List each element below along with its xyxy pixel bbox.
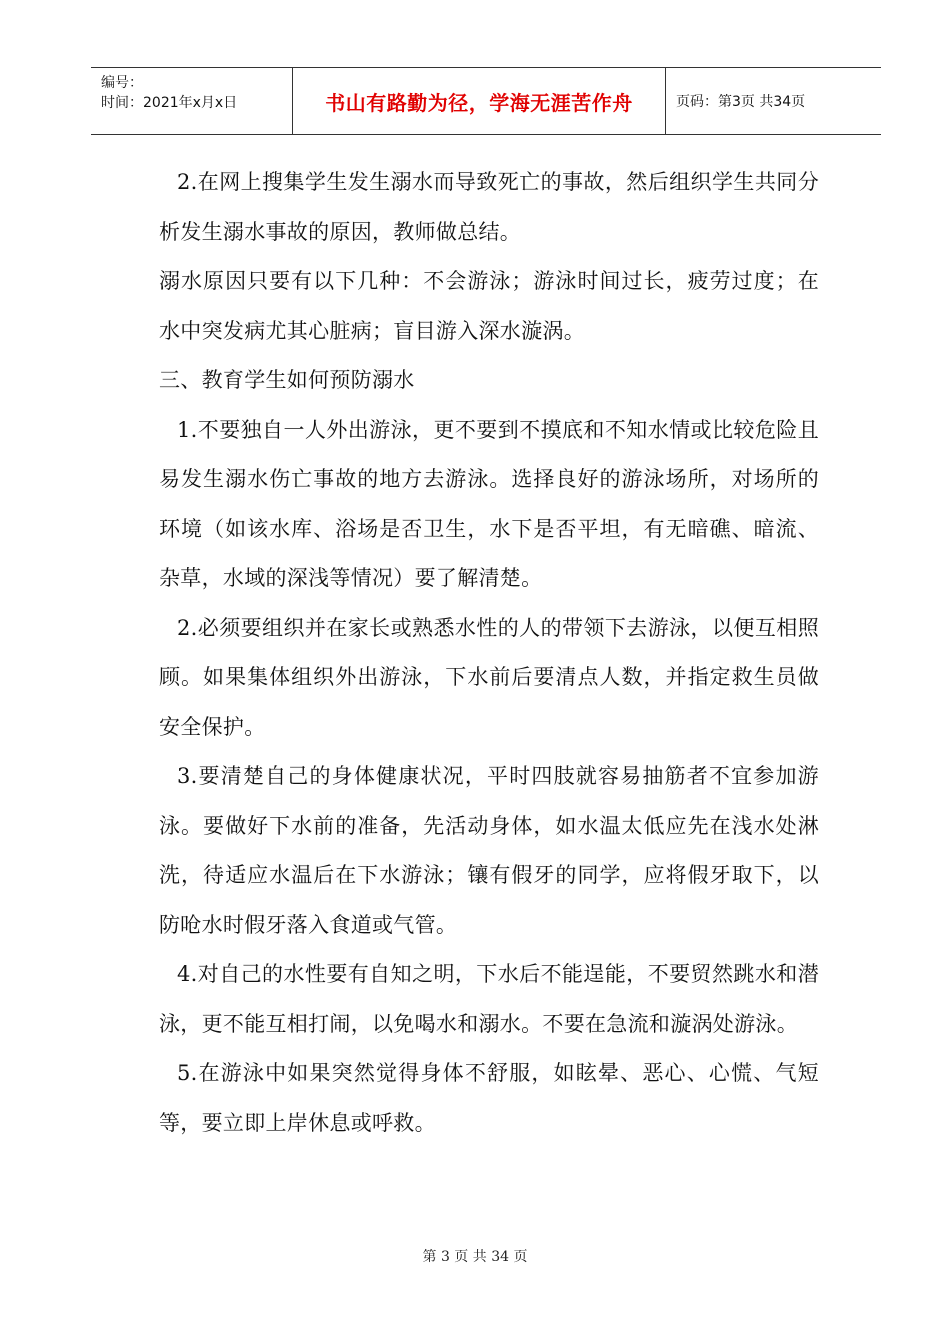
header-page-info: 页码：第3页 共34页 (676, 94, 806, 110)
paragraph: 2.必须要组织并在家长或熟悉水性的人的带领下去游泳，以便互相照顾。如果集体组织外出游泳，下水前后要清点人数，并指定救生员做安全保护。 (159, 615, 819, 739)
document-body (159, 158, 819, 1148)
page-footer: 第 3 页 共 34 页 (422, 1249, 528, 1265)
paragraph: 2.在网上搜集学生发生溺水而导致死亡的事故，然后组织学生共同分析发生溺水事故的原因，教师做总结。 (159, 170, 819, 244)
header-meta (91, 68, 293, 134)
date-line: 时间：2021年x月x日 (101, 95, 238, 111)
section-heading: 三、教育学生如何预防溺水 (159, 368, 415, 392)
header-motto: 书山有路勤为径，学海无涯苦作舟 (293, 68, 666, 134)
paragraph: 4.对自己的水性要有自知之明，下水后不能逞能，不要贸然跳水和潜泳，更不能互相打闹，以免喝水和溺水。不要在急流和漩涡处游泳。 (159, 962, 819, 1036)
document-header (91, 67, 881, 135)
paragraph: 5.在游泳中如果突然觉得身体不舒服，如眩晕、恶心、心慌、气短等，要立即上岸休息或呼救。 (159, 1061, 819, 1135)
code-label: 编号： (101, 75, 143, 91)
paragraph: 1.不要独自一人外出游泳，更不要到不摸底和不知水情或比较危险且易发生溺水伤亡事故的地方去游泳。选择良好的游泳场所，对场所的环境（如该水库、浴场是否卫生，水下是否平坦，有无暗礁、暗流、杂草，水域的深浅等情况）要了解清楚。 (159, 417, 819, 590)
paragraph: 溺水原因只要有以下几种：不会游泳；游泳时间过长，疲劳过度；在水中突发病尤其心脏病；盲目游入深水漩涡。 (159, 269, 819, 343)
paragraph: 3.要清楚自己的身体健康状况，平时四肢就容易抽筋者不宜参加游泳。要做好下水前的准备，先活动身体，如水温太低应先在浅水处淋洗，待适应水温后在下水游泳；镶有假牙的同学，应将假牙取下，以防呛水时假牙落入食道或气管。 (159, 764, 819, 937)
